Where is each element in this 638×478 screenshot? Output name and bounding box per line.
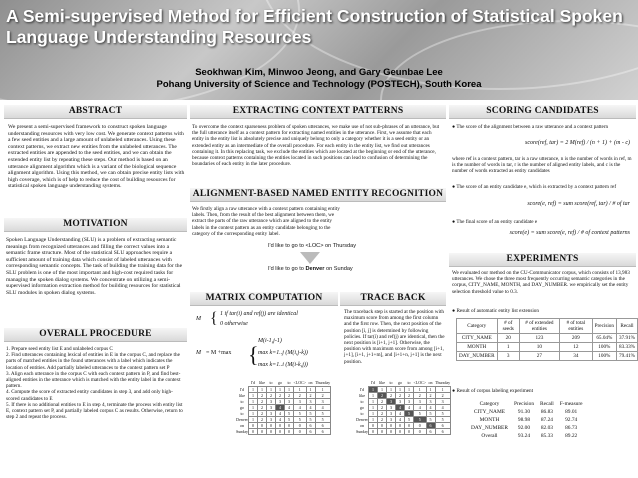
scoring-formula-1: score(ref, tar) = 2 M(ref) / (n + 1) + (m - c) bbox=[525, 140, 630, 146]
matrix-cell: 1 bbox=[276, 386, 285, 392]
alignment-matrix-left bbox=[236, 380, 331, 435]
matrix-cell: 3 bbox=[267, 398, 276, 404]
matrix-cell: 5 bbox=[285, 410, 294, 416]
matrix-cell: 3 bbox=[396, 398, 405, 404]
matrix-cell: 4 bbox=[276, 404, 285, 410]
matrix-cell: 4 bbox=[315, 404, 330, 410]
matrix-cell: 3 bbox=[387, 410, 396, 416]
matrix-cell: 1 bbox=[414, 386, 427, 392]
scoring-formula-3: score(e) = sum score(e, ref) / # of context patterns bbox=[509, 230, 630, 236]
matrix-cell: 3 bbox=[276, 398, 285, 404]
matrix-cell: 2 bbox=[258, 398, 267, 404]
matrix-cell: 4 bbox=[294, 404, 307, 410]
matrix-cell: 2 bbox=[426, 392, 435, 398]
matrix-cell: 0 bbox=[276, 422, 285, 428]
matrix-col-header: like bbox=[259, 380, 265, 386]
table-cell: 89.22 bbox=[565, 433, 578, 439]
table-row bbox=[457, 352, 638, 361]
matrix-row-header: Denver bbox=[236, 416, 248, 422]
table-cell: Overall bbox=[481, 433, 498, 439]
matrix-cell: 3 bbox=[267, 404, 276, 410]
matrix-cell: 4 bbox=[396, 404, 405, 410]
matrix-cell: 0 bbox=[396, 422, 405, 428]
matrix-row-header: on bbox=[360, 422, 364, 428]
procedure-step: 1. Prepare seed entity list E and unlabeled corpus C bbox=[6, 346, 113, 352]
table-cell: DAY_NUMBER bbox=[457, 352, 498, 361]
matrix-cell: 5 bbox=[426, 410, 435, 416]
table-cell: 92.74 bbox=[565, 417, 578, 423]
table-cell: 100% bbox=[592, 343, 616, 352]
procedure-step: 4. Compute the score of extracted entity candidates in step 3, and add only high-scored candidates to E bbox=[6, 389, 173, 402]
experiments-text: We evaluated our method on the CU-Communicator corpus, which consists of 13,983 utterances. We chose the three most frequently occurring semantic categories in the corpus, CITY_NAME, MONTH, and DAY_NUMBER. we empirically set the entity selection threshold value to 0.3. bbox=[452, 270, 630, 295]
matrix-cell: 0 bbox=[369, 428, 378, 434]
table-cell: 34 bbox=[559, 352, 592, 361]
overall-steps bbox=[6, 346, 186, 420]
formula-term-3: max k=1..i (M(i-k,j)) bbox=[258, 362, 308, 368]
extracting-heading: EXTRACTING CONTEXT PATTERNS bbox=[232, 106, 404, 116]
matrix-col-header: Thursday bbox=[315, 380, 331, 386]
matrix-cell: 2 bbox=[294, 392, 307, 398]
matrix-cell: 2 bbox=[258, 392, 267, 398]
result-2-label: ● Result of corpus labeling experiment bbox=[452, 388, 534, 394]
table-cell: CITY_NAME bbox=[473, 409, 506, 415]
matrix-cell: 0 bbox=[378, 422, 387, 428]
matrix-cell: 4 bbox=[285, 404, 294, 410]
matrix-cell: 3 bbox=[294, 398, 307, 404]
matrix-cell: 0 bbox=[405, 428, 414, 434]
matrix-row-header: to bbox=[240, 410, 244, 416]
scoring-bullet-3: ● The final score of an entity candidate e bbox=[452, 219, 538, 225]
matrix-cell: 2 bbox=[378, 404, 387, 410]
author-list: Seokhwan Kim, Minwoo Jeong, and Gary Geunbae Lee bbox=[195, 67, 443, 78]
matrix-col-header: I'd bbox=[250, 380, 256, 386]
matrix-cell: 6 bbox=[306, 428, 315, 434]
matrix-cell: 0 bbox=[378, 428, 387, 434]
formula-case-1: 1 if tar(i) and ref(j) are identical bbox=[220, 311, 298, 317]
context-pattern-text: I'd like to go to <LOC> on Thursday bbox=[268, 243, 357, 249]
matrix-cell: 5 bbox=[435, 416, 450, 422]
m-symbol: M bbox=[196, 316, 201, 322]
matrix-row-header: on bbox=[240, 422, 244, 428]
matrix-cell: 1 bbox=[249, 386, 258, 392]
table-header: # of seeds bbox=[497, 319, 519, 334]
table-cell: DAY_NUMBER bbox=[471, 425, 508, 431]
table-cell: 91.30 bbox=[517, 409, 531, 415]
down-arrow-icon bbox=[300, 252, 320, 264]
left-brace-icon: { bbox=[210, 310, 218, 327]
matrix-cell: 6 bbox=[426, 422, 435, 428]
matrix-row-header: I'd bbox=[239, 386, 245, 392]
alignment-text: We firstly align a raw utterance with a context pattern containing entity labels. Then, from the result of the best alignment between them, we extract the parts of the raw utterance which are aligned to the entity labels in the context pattern as an entity candidate belonging to the category of the corresponding entity label. bbox=[192, 206, 340, 237]
matrix-col-header: like bbox=[379, 380, 385, 386]
matrix-cell: 4 bbox=[396, 410, 405, 416]
raw-utterance-before: I'd like to go to bbox=[268, 266, 306, 272]
table-cell: 3 bbox=[497, 352, 519, 361]
matrix-cell: 0 bbox=[258, 422, 267, 428]
table-header: Recall bbox=[540, 401, 554, 407]
matrix-cell: 1 bbox=[306, 386, 315, 392]
affiliation: Pohang University of Science and Technology (POSTECH), South Korea bbox=[156, 79, 482, 90]
matrix-cell: 5 bbox=[294, 410, 307, 416]
matrix-row-header: like bbox=[239, 392, 245, 398]
matrix-cell: 4 bbox=[414, 404, 427, 410]
poster-header bbox=[0, 0, 638, 100]
scoring-note: where ref is a context pattern, tar is a raw utterance, n is the number of words in ref, m is the number of words in tar, r is the number of aligned entity labels, and c is the number of words extracted as entity candidates bbox=[452, 156, 632, 175]
table-cell: 27 bbox=[519, 352, 559, 361]
matrix-cell: 5 bbox=[285, 416, 294, 422]
matrix-row-header: Sunday bbox=[356, 428, 368, 434]
matrix-cell: 5 bbox=[405, 416, 414, 422]
matrix-cell: 1 bbox=[249, 404, 258, 410]
matrix-cell: 4 bbox=[306, 404, 315, 410]
traceback-text: The traceback step is started at the position with maximum score from among the first column and the first row. Then, the next position of the position [i, j] is determined by following policies. If tar(i) and ref(j) are identical, then the next position is [i+1, j+1]. Otherwise, the position with maximum score from among [i+1, j+1], [i+1, j+1+m], and [i+1+n, j+1] is the next position. bbox=[344, 309, 445, 365]
table-row bbox=[468, 408, 586, 416]
matrix-cell: 0 bbox=[267, 422, 276, 428]
table-cell: 37.91% bbox=[616, 334, 637, 343]
matrix-cell: 2 bbox=[414, 392, 427, 398]
table-header: # of extended entities bbox=[519, 319, 559, 334]
matrix-cell: 2 bbox=[306, 392, 315, 398]
table-header: F-measure bbox=[559, 401, 583, 407]
matrix-cell: 3 bbox=[387, 416, 396, 422]
matrix-col-header: I'd bbox=[370, 380, 376, 386]
context-pattern-sentence bbox=[268, 243, 356, 249]
matrix-cell: 3 bbox=[435, 398, 450, 404]
matrix-col-header: to bbox=[287, 380, 291, 386]
matrix-cell: 5 bbox=[414, 410, 427, 416]
matrix-cell: 0 bbox=[294, 428, 307, 434]
matrix-cell: 5 bbox=[426, 416, 435, 422]
raw-utterance-sentence bbox=[268, 266, 353, 272]
scoring-bullet-2: ● The score of an entity candidate e, which is extracted by a context pattern ref bbox=[452, 184, 617, 190]
matrix-row-header: like bbox=[359, 392, 365, 398]
matrix-cell: 1 bbox=[369, 416, 378, 422]
matrix-cell: 1 bbox=[294, 386, 307, 392]
table-cell: 89.01 bbox=[565, 409, 578, 415]
abstract-text: We present a semi-supervised framework to construct spoken language understanding resources with very low cost. We generate context patterns with a few seed entities and a large amount of unlabeled utterances. Using these context patterns, we extract new entities from the unlabeled utterances. The extracted entities are appended to the seed entities, and we can obtain the extended entity list by repeating these steps. Our method is based on an utterance alignment algorithm which is a variant of the biological sequence alignment algorithm. Using this method, we can obtain precise entity lists with high coverage, which is of help to reduce the cost of building resources for statistical spoken language understanding systems. bbox=[8, 124, 185, 190]
table-cell: 10 bbox=[519, 343, 559, 352]
matrix-cell: 1 bbox=[405, 386, 414, 392]
procedure-step: 5. If there is no additional entities to E in step 4, terminate the process with entity list E, context pattern set P, and partially labeled corpus C as results. Otherwise, return to step 2 and repeat the process. bbox=[6, 401, 183, 421]
matrix-cell: 5 bbox=[315, 416, 330, 422]
matrix-cell: 1 bbox=[378, 386, 387, 392]
matrix-cell: 0 bbox=[396, 428, 405, 434]
alignment-matrix-right bbox=[356, 380, 451, 435]
table-cell: 20 bbox=[497, 334, 519, 343]
matrix-cell: 6 bbox=[426, 428, 435, 434]
matrix-cell: 0 bbox=[258, 428, 267, 434]
matrix-cell: 0 bbox=[414, 422, 427, 428]
table-cell: 65.04% bbox=[592, 334, 616, 343]
matrix-row-header: go bbox=[360, 404, 364, 410]
matrix-cell: 1 bbox=[285, 386, 294, 392]
matrix-cell: 3 bbox=[405, 398, 414, 404]
matrix-cell: 1 bbox=[369, 392, 378, 398]
matrix-col-header: <LOC> bbox=[413, 380, 427, 386]
table-header: Category bbox=[457, 319, 498, 334]
matrix-cell: 2 bbox=[396, 392, 405, 398]
matrix-col-header: Thursday bbox=[435, 380, 451, 386]
table-cell: 12 bbox=[559, 343, 592, 352]
scoring-formula-2: score(e, ref) = sum score(ref, tar) / # of tar bbox=[527, 201, 630, 207]
matrix-cell: 2 bbox=[378, 392, 387, 398]
matrix-cell: 5 bbox=[294, 416, 307, 422]
matrix-cell: 1 bbox=[369, 410, 378, 416]
table-cell: 87.24 bbox=[540, 417, 553, 423]
matrix-cell: 3 bbox=[306, 398, 315, 404]
matrix-cell: 3 bbox=[267, 416, 276, 422]
matrix-cell: 3 bbox=[267, 410, 276, 416]
matrix-cell: 4 bbox=[426, 404, 435, 410]
table-cell: 123 bbox=[519, 334, 559, 343]
matrix-cell: 6 bbox=[315, 428, 330, 434]
matrix-cell: 1 bbox=[249, 416, 258, 422]
matrix-cell: 1 bbox=[426, 386, 435, 392]
matrix-cell: 2 bbox=[285, 392, 294, 398]
matrix-cell: 6 bbox=[315, 422, 330, 428]
matrix-col-header: to bbox=[389, 380, 393, 386]
extracting-text: To overcome the context sparseness problem of spoken utterances, we make use of not sub-phrases of an utterance, but the full utterance itself as a context pattern for extracting named entities in the utterance. First, we assume that each entity in the entity list is absolutely precise and uniquely belong to only a category whether it is a seed entity or an extended entity as an intermediate of the overall procedure. For each entity in the entity list, we find out utterances containing it. In this replacing task, we exclude the entities which are located at the beginning or end of the utterance, because context patterns containing the entities located in such positions can lead to confusion of determining the boundaries of each entity in the later procedure. bbox=[192, 124, 440, 168]
matrix-heading: MATRIX COMPUTATION bbox=[205, 293, 323, 303]
matrix-cell: 0 bbox=[249, 422, 258, 428]
scoring-heading: SCORING CANDIDATES bbox=[486, 106, 599, 116]
matrix-cell: 6 bbox=[435, 422, 450, 428]
matrix-cell: 3 bbox=[285, 398, 294, 404]
matrix-cell: 5 bbox=[435, 410, 450, 416]
matrix-cell: 3 bbox=[387, 398, 396, 404]
matrix-cell: 2 bbox=[315, 392, 330, 398]
matrix-cell: 1 bbox=[369, 398, 378, 404]
table-row bbox=[468, 432, 586, 440]
table-cell: 93.24 bbox=[517, 433, 531, 439]
matrix-cell: 2 bbox=[276, 392, 285, 398]
table-row bbox=[468, 424, 586, 432]
table-row bbox=[457, 343, 638, 352]
matrix-row-header: to bbox=[240, 398, 244, 404]
matrix-cell: 3 bbox=[414, 398, 427, 404]
procedure-step: 2. Find utterances containing lexical of entities in E in the corpus C, and replace the parts of matched entities in the found utterances with a label which indicates the location of entities. Add partially labeled utterances to the context pattern set P bbox=[6, 352, 180, 371]
formula-case-2: 0 otherwise bbox=[220, 321, 248, 327]
matrix-cell: 2 bbox=[267, 392, 276, 398]
matrix-cell: 2 bbox=[258, 404, 267, 410]
overall-heading: OVERALL PROCEDURE bbox=[39, 329, 152, 339]
matrix-cell: 3 bbox=[426, 398, 435, 404]
matrix-cell: 4 bbox=[396, 416, 405, 422]
matrix-cell: 5 bbox=[315, 410, 330, 416]
matrix-row-header: go bbox=[240, 404, 244, 410]
traceback-heading: TRACE BACK bbox=[360, 293, 426, 303]
matrix-cell: 3 bbox=[387, 404, 396, 410]
matrix-cell: 1 bbox=[396, 386, 405, 392]
matrix-cell: 1 bbox=[249, 410, 258, 416]
table-cell: 83.33% bbox=[616, 343, 637, 352]
matrix-cell: 2 bbox=[378, 398, 387, 404]
matrix-cell: 1 bbox=[249, 392, 258, 398]
matrix-row-header: Denver bbox=[356, 416, 368, 422]
table-cell: 100% bbox=[592, 352, 616, 361]
matrix-cell: 0 bbox=[387, 428, 396, 434]
matrix-cell: 0 bbox=[387, 422, 396, 428]
matrix-row-header: to bbox=[360, 398, 364, 404]
formula-term-1: M(i-1,j-1) bbox=[258, 338, 282, 344]
matrix-formula-2: M = M +max { M(i-1,j-1) max k=1..j (M(i,j-k)) max k=1..i (M(i-k,j)) bbox=[196, 338, 308, 368]
matrix-col-header: <LOC> bbox=[293, 380, 307, 386]
matrix-cell: 2 bbox=[258, 410, 267, 416]
table-header: # of total entities bbox=[559, 319, 592, 334]
corpus-labeling-table bbox=[468, 400, 586, 440]
table-cell: 1 bbox=[497, 343, 519, 352]
formula-term-2: max k=1..j (M(i,j-k)) bbox=[258, 350, 308, 356]
matrix-col-header: on bbox=[308, 380, 313, 386]
matrix-cell: 0 bbox=[285, 422, 294, 428]
table-cell: 85.33 bbox=[540, 433, 553, 439]
matrix-cell: 0 bbox=[249, 428, 258, 434]
table-cell: 86.83 bbox=[540, 409, 553, 415]
matrix-cell: 5 bbox=[306, 410, 315, 416]
matrix-cell: 2 bbox=[435, 392, 450, 398]
matrix-col-header: go bbox=[398, 380, 402, 386]
matrix-col-header: go bbox=[278, 380, 282, 386]
matrix-col-header: to bbox=[269, 380, 273, 386]
matrix-cell: 4 bbox=[405, 404, 414, 410]
left-brace-icon: { bbox=[248, 342, 259, 367]
table-header: Category bbox=[479, 401, 500, 407]
matrix-cell: 0 bbox=[267, 428, 276, 434]
matrix-cell: 1 bbox=[267, 386, 276, 392]
matrix-col-header: on bbox=[428, 380, 433, 386]
matrix-cell: 1 bbox=[369, 404, 378, 410]
matrix-cell: 4 bbox=[435, 404, 450, 410]
matrix-row-header: to bbox=[360, 410, 364, 416]
table-cell: MONTH bbox=[479, 417, 500, 423]
table-header: Precision bbox=[513, 401, 535, 407]
motivation-text: Spoken Language Understanding (SLU) is a problem of extracting semantic meanings from recognized utterances and filling the correct values into a semantic frame structure. Most of the statistical SLU approaches require a sufficient amount of training data which consist of labeled utterances with corresponding semantic concepts. The task of building the training data for the SLU problem is one of the most important and high-cost required tasks for managing the spoken dialog systems. We concentrate on utilizing a semi-supervised information extraction method for building resources for statistical SLU modules in spoken dialog systems. bbox=[6, 237, 183, 296]
abstract-heading: ABSTRACT bbox=[68, 106, 123, 116]
matrix-cell: 1 bbox=[249, 398, 258, 404]
matrix-cell: 5 bbox=[414, 416, 427, 422]
matrix-cell: 1 bbox=[387, 386, 396, 392]
matrix-row-header: Sunday bbox=[236, 428, 248, 434]
table-row bbox=[468, 416, 586, 424]
experiments-heading: EXPERIMENTS bbox=[506, 254, 579, 264]
matrix-cell: 3 bbox=[315, 398, 330, 404]
procedure-step: 3. Align each utterance in the corpus C with each context pattern in P, and find best-aligned entities in the utterance which is matched with the entity label in the context pattern. bbox=[6, 370, 181, 390]
matrix-cell: 0 bbox=[414, 428, 427, 434]
matrix-formula-1 bbox=[196, 308, 336, 332]
matrix-cell: 1 bbox=[315, 386, 330, 392]
table-header: Precision bbox=[592, 319, 616, 334]
table-cell: CITY_NAME bbox=[457, 334, 498, 343]
raw-utterance-after: on Sunday bbox=[324, 266, 353, 272]
matrix-cell: 1 bbox=[435, 386, 450, 392]
matrix-cell: 0 bbox=[369, 422, 378, 428]
table-row bbox=[457, 334, 638, 343]
matrix-cell: 4 bbox=[276, 410, 285, 416]
table-cell: 209 bbox=[559, 334, 592, 343]
matrix-cell: 5 bbox=[306, 416, 315, 422]
matrix-cell: 6 bbox=[306, 422, 315, 428]
scoring-bullet-1: ● The score of the alignment between a raw utterance and a context pattern bbox=[452, 124, 609, 130]
matrix-cell: 0 bbox=[276, 428, 285, 434]
table-cell: 92.00 bbox=[517, 425, 531, 431]
table-cell: 86.73 bbox=[565, 425, 578, 431]
matrix-cell: 0 bbox=[294, 422, 307, 428]
matrix-cell: 1 bbox=[369, 386, 378, 392]
matrix-cell: 0 bbox=[405, 422, 414, 428]
entity-extension-table bbox=[456, 318, 638, 361]
matrix-cell: 2 bbox=[405, 392, 414, 398]
matrix-cell: 0 bbox=[285, 428, 294, 434]
table-cell: 98.98 bbox=[517, 417, 531, 423]
table-cell: MONTH bbox=[457, 343, 498, 352]
matrix-cell: 2 bbox=[378, 410, 387, 416]
table-header: Recall bbox=[616, 319, 637, 334]
result-1-label: ● Result of automatic entity list extension bbox=[452, 308, 539, 314]
matrix-col-header: to bbox=[407, 380, 411, 386]
matrix-cell: 6 bbox=[435, 428, 450, 434]
m-symbol: M bbox=[196, 350, 201, 356]
matrix-cell: 2 bbox=[258, 416, 267, 422]
alignment-heading: ALIGNMENT-BASED NAMED ENTITY RECOGNITION bbox=[192, 189, 444, 199]
matrix-cell: 2 bbox=[387, 392, 396, 398]
matrix-row-header: I'd bbox=[359, 386, 365, 392]
poster-title: A Semi-supervised Method for Efficient Construction of Statistical Spoken Language Understanding Resources bbox=[6, 6, 623, 47]
raw-utterance-entity: Denver bbox=[305, 266, 325, 272]
table-cell: 79.41% bbox=[616, 352, 637, 361]
motivation-heading: MOTIVATION bbox=[63, 219, 128, 229]
matrix-cell: 1 bbox=[258, 386, 267, 392]
table-cell: 82.03 bbox=[540, 425, 553, 431]
matrix-cell: 5 bbox=[405, 410, 414, 416]
matrix-cell: 4 bbox=[276, 416, 285, 422]
matrix-cell: 2 bbox=[378, 416, 387, 422]
